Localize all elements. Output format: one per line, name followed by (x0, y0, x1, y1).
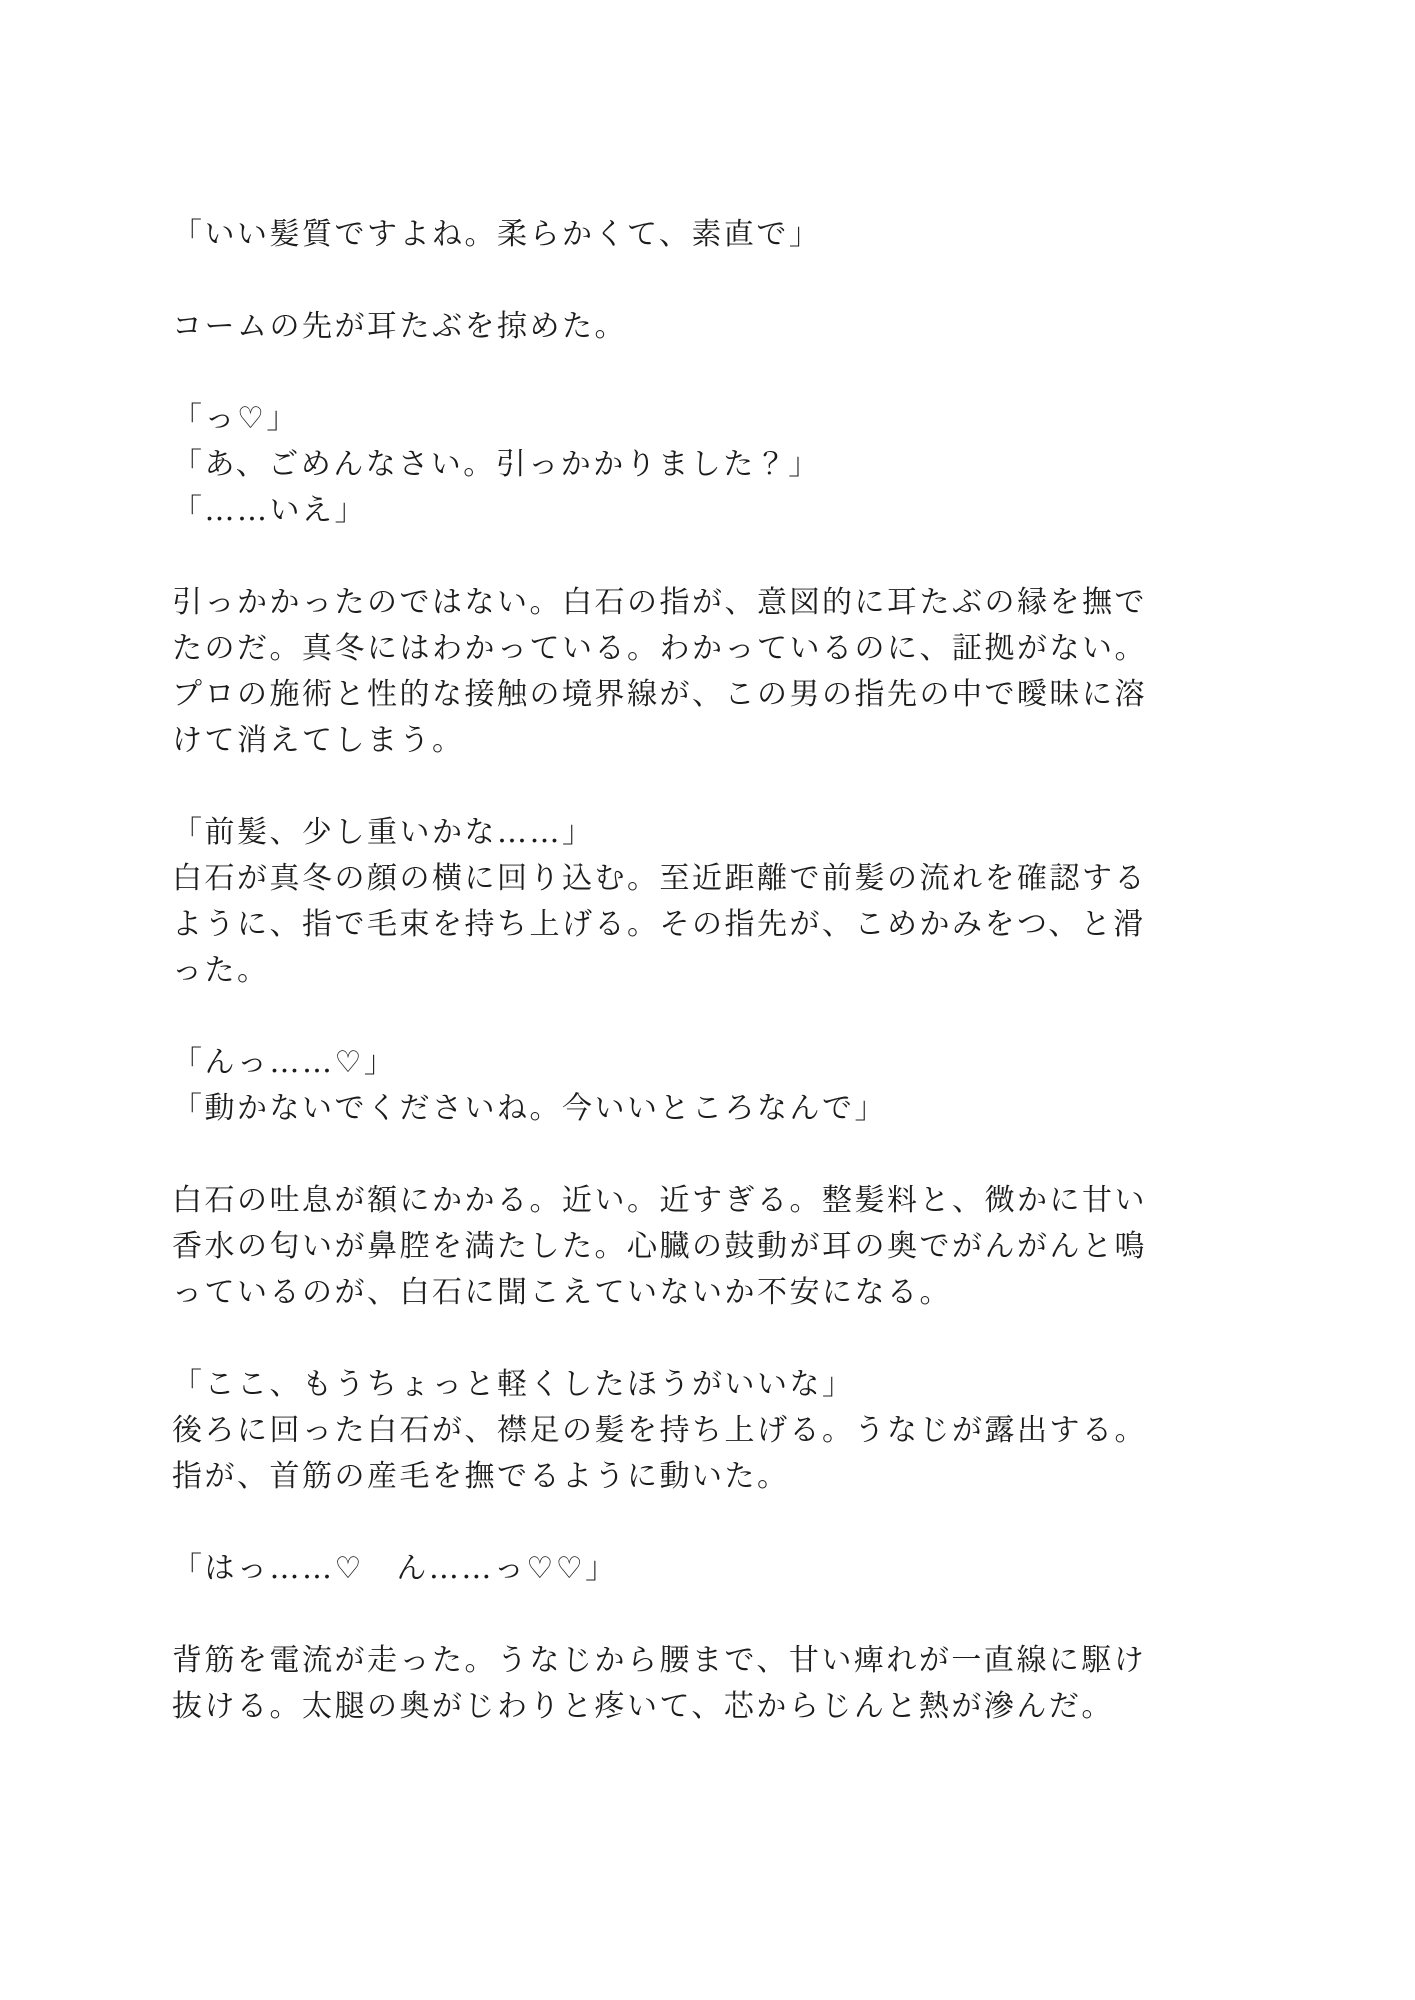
paragraph (172, 1040, 1232, 1132)
text-line: 「あ、ごめんなさい。引っかかりました？」 (172, 447, 821, 482)
text-line: 指が、首筋の産毛を撫でるように動いた。 (172, 1459, 790, 1494)
text-line: プロの施術と性的な接触の境界線が、この男の指先の中で曖昧に溶 (172, 677, 1147, 712)
text-line: 「っ♡」 (172, 401, 299, 436)
text-content (172, 212, 1232, 1730)
text-line: けて消えてしまう。 (172, 723, 465, 758)
paragraph (172, 1546, 1232, 1592)
text-line: っているのが、白石に聞こえていないか不安になる。 (172, 1275, 952, 1310)
text-line: 白石が真冬の顔の横に回り込む。至近距離で前髪の流れを確認する (172, 861, 1147, 896)
text-line: った。 (172, 953, 270, 988)
text-line: 背筋を電流が走った。うなじから腰まで、甘い痺れが一直線に駆け (172, 1643, 1147, 1678)
paragraph (172, 810, 1232, 994)
paragraph (172, 212, 1232, 258)
text-line: たのだ。真冬にはわかっている。わかっているのに、証拠がない。 (172, 631, 1147, 666)
paragraph (172, 1362, 1232, 1500)
paragraph (172, 1638, 1232, 1730)
paragraph (172, 396, 1232, 534)
text-line: 「ここ、もうちょっと軽くしたほうがいいな」 (172, 1367, 855, 1402)
text-line: 抜ける。太腿の奥がじわりと疼いて、芯からじんと熱が滲んだ。 (172, 1689, 1114, 1724)
text-line: 「いい髪質ですよね。柔らかくて、素直で」 (172, 217, 822, 252)
text-line: ように、指で毛束を持ち上げる。その指先が、こめかみをつ、と滑 (172, 907, 1146, 942)
text-line: 香水の匂いが鼻腔を満たした。心臓の鼓動が耳の奥でがんがんと鳴 (172, 1229, 1147, 1264)
text-line: 白石の吐息が額にかかる。近い。近すぎる。整髪料と、微かに甘い (172, 1183, 1147, 1218)
paragraph (172, 1178, 1232, 1316)
text-line: コームの先が耳たぶを掠めた。 (172, 309, 627, 344)
text-line: 引っかかったのではない。白石の指が、意図的に耳たぶの縁を撫で (172, 585, 1147, 620)
text-line: 後ろに回った白石が、襟足の髪を持ち上げる。うなじが露出する。 (172, 1413, 1147, 1448)
text-line: 「前髪、少し重いかな……」 (172, 815, 595, 850)
paragraph (172, 580, 1232, 764)
text-line: 「んっ……♡」 (172, 1045, 397, 1080)
text-line: 「はっ……♡ ん……っ♡♡」 (172, 1551, 618, 1586)
text-line: 「……いえ」 (172, 493, 367, 528)
paragraph (172, 304, 1232, 350)
text-line: 「動かないでくださいね。今いいところなんで」 (172, 1091, 887, 1126)
